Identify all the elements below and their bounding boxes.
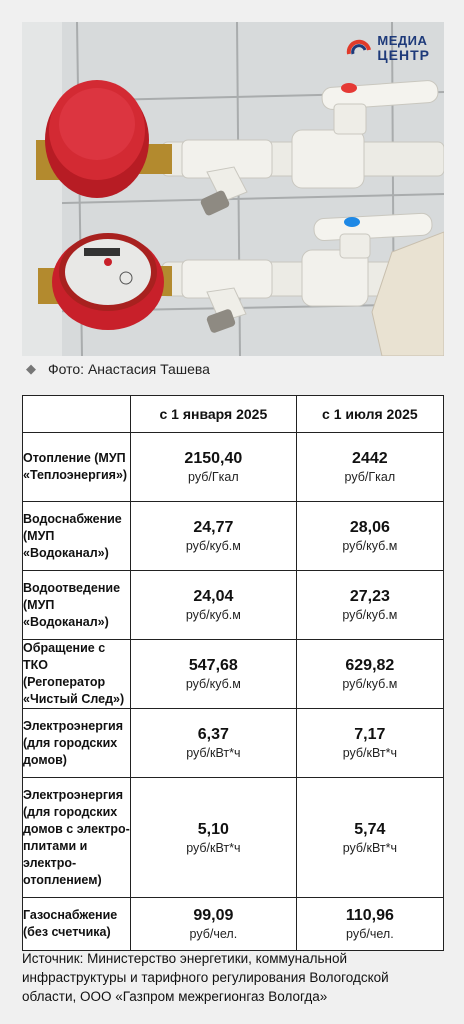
jan-unit: руб/куб.м (185, 608, 241, 622)
row-name: Водоснабжение (МУП «Водоканал») (23, 502, 131, 571)
photo-caption (26, 361, 210, 377)
jan-cell (131, 640, 297, 709)
source-note: Источник: Министерство энергетики, коммунальной инфраструктуры и тарифного регулирования Вологодской области, ООО «Газпром межрегионгаз Вологда» (22, 951, 389, 1004)
header-empty (23, 396, 131, 433)
row-name: Электроэнергия (для городских домов с электро-плитами и электро-отоплением) (23, 778, 131, 898)
jul-value: 28,06 (349, 519, 390, 536)
jul-unit: руб/чел. (346, 927, 394, 941)
jan-unit: руб/чел. (189, 927, 238, 941)
jul-value: 27,23 (349, 588, 390, 605)
row-name: Обращение с ТКО (Регоператор «Чистый След») (23, 640, 131, 709)
water-meters-photo (22, 22, 444, 356)
header-jan: с 1 января 2025 (131, 396, 297, 433)
logo-line2: ЦЕНТР (377, 47, 430, 63)
jul-value: 2442 (352, 450, 388, 467)
jan-unit: руб/куб.м (185, 539, 241, 553)
jul-cell (296, 898, 443, 951)
jan-unit: руб/кВт*ч (186, 746, 241, 760)
jan-cell (131, 709, 297, 778)
jan-value: 547,68 (188, 657, 238, 674)
jan-cell (131, 898, 297, 951)
jul-cell (296, 709, 443, 778)
jul-value: 629,82 (345, 657, 395, 674)
table-header-row (23, 396, 444, 433)
jul-unit: руб/куб.м (342, 608, 398, 622)
logo-line1: МЕДИА (377, 33, 428, 48)
table-row (23, 778, 444, 898)
table-row (23, 502, 444, 571)
logo-icon (345, 34, 373, 62)
table-row (23, 571, 444, 640)
jul-cell (296, 571, 443, 640)
jan-unit: руб/кВт*ч (186, 840, 241, 855)
row-name: Водоотведение (МУП «Водоканал») (23, 571, 131, 640)
jan-value: 2150,40 (184, 450, 243, 467)
jan-cell (131, 571, 297, 640)
media-center-logo (345, 34, 430, 62)
table-row (23, 709, 444, 778)
jan-cell (131, 778, 297, 898)
jan-value: 24,04 (193, 588, 234, 605)
tariffs-table (22, 395, 444, 951)
jul-cell (296, 502, 443, 571)
diamond-icon: ◆ (26, 361, 36, 376)
table-row (23, 640, 444, 709)
jul-unit: руб/кВт*ч (342, 746, 398, 760)
jul-cell (296, 778, 443, 898)
jan-value: 6,37 (197, 726, 229, 743)
jul-cell (296, 433, 443, 502)
photo-caption-text: Фото: Анастасия Ташева (48, 361, 210, 377)
photo-illustration (22, 22, 444, 356)
jan-value: 5,10 (197, 820, 229, 838)
jan-cell (131, 502, 297, 571)
jul-value: 5,74 (354, 820, 386, 838)
jul-unit: руб/кВт*ч (342, 840, 398, 855)
row-name: Газоснабжение (без счетчика) (23, 898, 131, 951)
row-name: Электроэнергия (для городских домов) (23, 709, 131, 778)
jan-value: 99,09 (193, 907, 234, 924)
jul-unit: руб/куб.м (342, 539, 398, 553)
jan-value: 24,77 (193, 519, 234, 536)
table-row (23, 898, 444, 951)
jul-unit: руб/Гкал (344, 470, 396, 484)
jan-unit: руб/Гкал (188, 470, 239, 484)
header-jul: с 1 июля 2025 (296, 396, 443, 433)
jan-unit: руб/куб.м (185, 677, 241, 691)
jul-value: 110,96 (345, 907, 394, 924)
jul-cell (296, 640, 443, 709)
jan-cell (131, 433, 297, 502)
row-name: Отопление (МУП «Теплоэнергия») (23, 433, 131, 502)
jul-value: 7,17 (354, 726, 386, 743)
jul-unit: руб/куб.м (342, 677, 398, 691)
table-row (23, 433, 444, 502)
